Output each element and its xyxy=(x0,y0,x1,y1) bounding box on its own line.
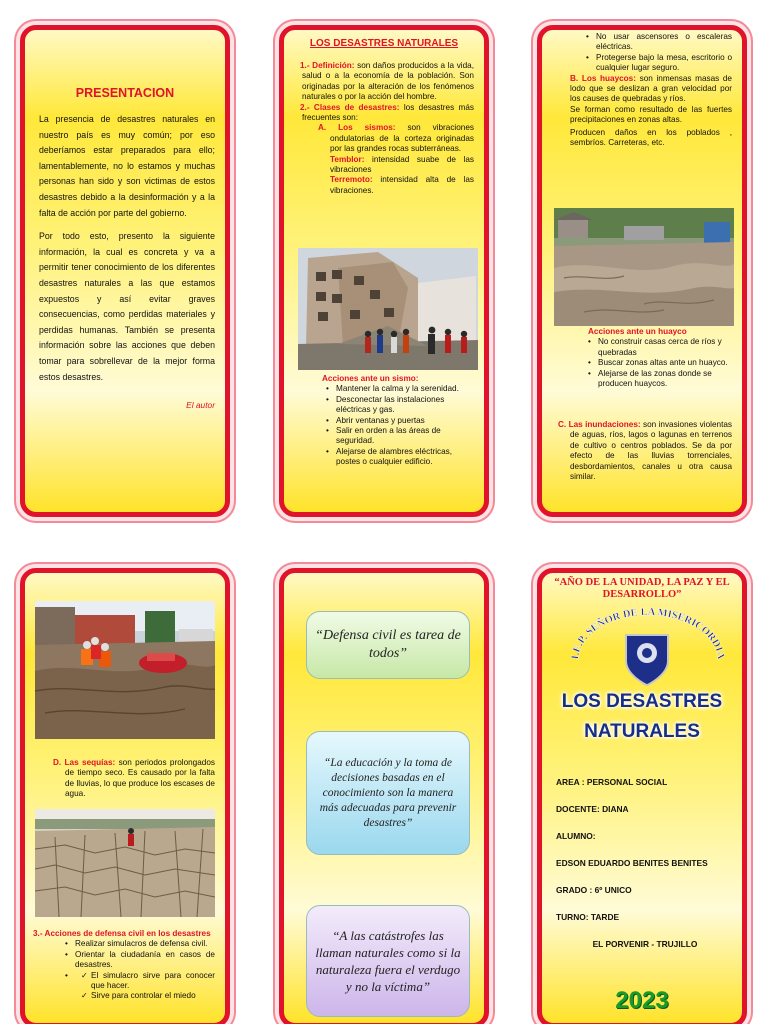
definicion-label: 1.- Definición: xyxy=(300,61,355,70)
earthquake-photo xyxy=(298,248,478,370)
huaycos-section xyxy=(570,32,732,148)
sismo-actions-list xyxy=(324,384,474,467)
check-list-container xyxy=(63,971,215,1002)
sismo-actions-title: Acciones ante un sismo: xyxy=(322,374,419,383)
defensa-civil-title: 3.- Acciones de defensa civil en los desastres xyxy=(33,929,211,938)
presentacion-title: PRESENTACION xyxy=(75,86,175,100)
temblor-text: intensidad suabe de las vibraciones xyxy=(330,154,474,175)
check-item: ✓ Sirve para controlar el miedo xyxy=(79,991,215,1001)
sismo-actions xyxy=(322,374,474,468)
huayco-actions-title: Acciones ante un huayco xyxy=(588,327,687,336)
panel-sequias xyxy=(20,568,230,1024)
list-item: • Realizar simulacros de defensa civil. xyxy=(63,939,215,949)
list-item: • Alejarse de alambres eléctricas, postes o cualquier edificio. xyxy=(324,447,474,468)
huayco-actions-list xyxy=(586,337,732,389)
defensa-civil-section xyxy=(33,929,215,1002)
presentacion-paragraph-2: Por todo esto, presento la siguiente información, la cual es concreta y va a permitir tener conocimiento de los diferentes desastres naturales a las que estamos expuestos y así evitar graves consecuencias, como perdidas materiales y perdidas humanas. También se presenta información sobre las acciones que deben tomar para sobrellevar de la mejor forma estos desastres. xyxy=(39,231,215,382)
desastres-body xyxy=(292,61,474,196)
huaycos-paragraph-2: Se forman como resultado de las fuertes precipitaciones en zonas altas. xyxy=(570,104,732,125)
list-item: • No usar ascensores o escaleras eléctricas. xyxy=(584,32,732,53)
list-item: • Buscar zonas altas ante un huayco. xyxy=(586,358,732,368)
sismos-label: A. Los sismos: xyxy=(318,123,396,133)
huaycos-paragraph xyxy=(570,74,732,105)
school-name: I.E.P. SEÑOR DE LA MISERICORDIA xyxy=(570,607,727,661)
panel-presentacion xyxy=(20,25,230,517)
definicion-paragraph xyxy=(292,61,474,103)
clases-label: 2.- Clases de desastres: xyxy=(300,102,400,112)
huaycos-text: son inmensas masas de lodo que se deslizan a gran velocidad por los causes de quebradas y ríos. xyxy=(570,73,732,104)
huayco-photo xyxy=(554,208,734,326)
flood-photo xyxy=(35,601,215,739)
turno-field: TURNO: TARDE xyxy=(556,912,620,922)
definicion-text: son daños producidos a la vida, salud o a la economía de la población. Son originadas por la alteración de los fenómenos naturales o por la acción del hombre. xyxy=(302,61,474,102)
list-item: • Protegerse bajo la mesa, escritorio o cualquier lugar seguro. xyxy=(584,53,732,74)
grado-field: GRADO : 6º UNICO xyxy=(556,885,632,895)
sequias-text: son periodos prolongados de tiempo seco. Es causado por la falta de lluvias, lo que produce los escases de agua. xyxy=(65,758,215,799)
inundaciones-text: son invasiones violentas de aguas, ríos, lagos o lagunas en terrenos de cultivo o centros poblados. Se da por efecto de las lluvias torrenciales, desbordamientos, canales u otra causa similar. xyxy=(570,420,732,482)
huaycos-paragraph-3: Producen daños en los poblados , sembríos. Carreteras, etc. xyxy=(570,127,732,148)
drought-photo xyxy=(35,809,215,917)
desastres-title: LOS DESASTRES NATURALES xyxy=(309,38,459,49)
inundaciones-paragraph xyxy=(558,420,732,482)
panel-desastres xyxy=(279,25,489,517)
sequias-label: D. Las sequías: xyxy=(53,758,116,767)
clases-paragraph xyxy=(292,103,474,124)
list-item: • Alejarse de las zonas donde se producen huaycos. xyxy=(586,369,732,390)
terremoto-paragraph xyxy=(292,175,474,196)
school-logo xyxy=(562,607,732,687)
presentacion-paragraph-1: La presencia de desastres naturales en nuestro país es muy común; por eso deberíamos estar preparados para ello; lamentablemente, no lo estamos y muchas personas han sido y son victimas de estos desastres debido a la desinformación y a la falta de acción por parte del gobierno. xyxy=(39,114,215,218)
inundaciones-label: C. Las inundaciones: xyxy=(558,420,641,429)
presentacion-body xyxy=(39,112,215,393)
defensa-civil-list xyxy=(63,939,215,1001)
list-item: • Desconectar las instalaciones eléctricas y gas. xyxy=(324,395,474,416)
sismos-text: son vibraciones ondulatorias de la corteza originadas por las grandes rocas subterráneas. xyxy=(330,123,474,154)
list-item: • Abrir ventanas y puertas xyxy=(324,416,474,426)
clases-text: los desastres más frecuentes son: xyxy=(302,102,474,123)
year-label: 2023 xyxy=(615,987,669,1014)
temblor-paragraph xyxy=(292,155,474,176)
temblor-label: Temblor: xyxy=(330,154,365,164)
quote-box-2: “La educación y la toma de decisiones basadas en el conocimiento son la manera más adecuadas para prevenir desastres” xyxy=(306,731,470,855)
quote-box-3: “A las catástrofes las llaman naturales como si la naturaleza fuera el verdugo y no la víctima” xyxy=(306,905,470,1017)
terremoto-label: Terremoto: xyxy=(330,175,373,185)
huayco-actions xyxy=(578,327,732,389)
list-item: • Salir en orden a las áreas de seguridad. xyxy=(324,426,474,447)
alumno-name: EDSON EDUARDO BENITES BENITES xyxy=(556,858,708,868)
location-field: EL PORVENIR - TRUJILLO xyxy=(592,939,698,949)
defensa-civil-check-list xyxy=(79,971,215,1002)
sismo-actions-continued xyxy=(584,32,732,74)
panel-quotes xyxy=(279,568,489,1024)
sismos-paragraph xyxy=(292,123,474,154)
author-signature: El autor xyxy=(186,400,215,410)
cover-title-line-2: NATURALES xyxy=(584,721,700,742)
panel-cover xyxy=(537,568,747,1024)
list-item: • No construir casas cerca de ríos y quebradas xyxy=(586,337,732,358)
year-motto: “AÑO DE LA UNIDAD, LA PAZ Y EL DESARROLLO” xyxy=(554,577,730,600)
sequias-paragraph xyxy=(53,758,215,800)
list-item: • Mantener la calma y la serenidad. xyxy=(324,384,474,394)
alumno-label: ALUMNO: xyxy=(556,831,596,841)
terremoto-text: intensidad alta de las vibraciones. xyxy=(330,175,474,195)
list-item: • Orientar la ciudadanía en casos de desastres. xyxy=(63,950,215,971)
docente-field: DOCENTE: DIANA xyxy=(556,804,629,814)
cover-title-line-1: LOS DESASTRES xyxy=(561,691,723,712)
panel-huaycos xyxy=(537,25,747,517)
area-field: AREA : PERSONAL SOCIAL xyxy=(556,777,668,787)
cover-title xyxy=(542,687,742,747)
quote-box-1: “Defensa civil es tarea de todos” xyxy=(306,611,470,679)
student-info xyxy=(556,777,734,966)
check-item: ✓ • El simulacro sirve para conocer que hacer. xyxy=(79,971,215,992)
huaycos-label: B. Los huaycos: xyxy=(570,73,636,83)
